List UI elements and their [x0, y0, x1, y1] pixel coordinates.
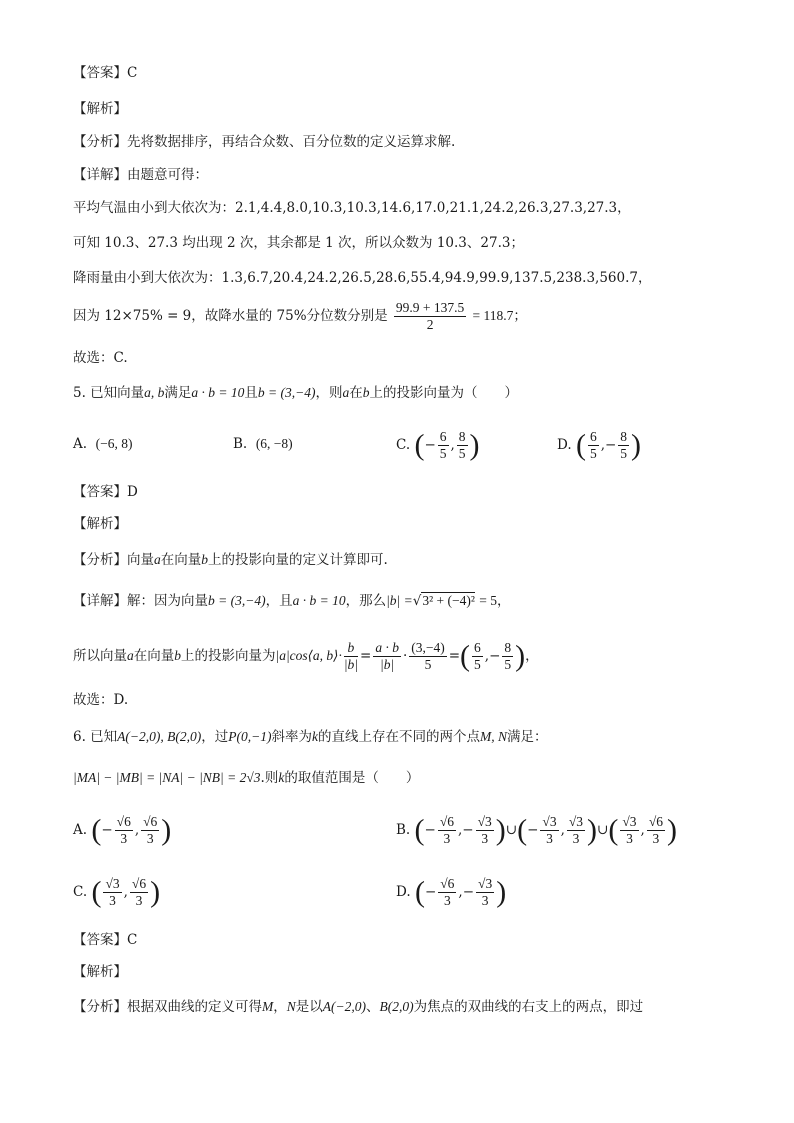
q5-conclusion: 故选：D.	[73, 692, 129, 708]
norm-result: = 5，	[479, 593, 511, 608]
denominator: 3	[443, 893, 451, 908]
denominator: 3	[120, 831, 128, 846]
union-symbol: ∪	[597, 822, 609, 838]
so-end: ，	[525, 648, 539, 664]
detail-text: ，那么	[345, 593, 387, 609]
vector-a: a	[154, 552, 161, 567]
q4-answer-line	[73, 63, 137, 83]
numerator: √6	[648, 814, 663, 829]
vector-b: b	[201, 552, 208, 567]
vector-over-five-fraction	[409, 640, 446, 673]
vector-b: b	[174, 648, 181, 663]
fenxi-text: 、	[366, 999, 380, 1015]
q6-stem-line-1	[73, 727, 548, 747]
q6-k: k	[278, 770, 285, 785]
percentile-pre: 因为 12×75% = 9，故降水量的 75%分位数分别是	[73, 308, 388, 324]
denominator: |b|	[380, 657, 395, 672]
numerator: √3	[105, 876, 120, 891]
denominator: 5	[439, 446, 447, 461]
q6-point-p: P(0,−1)	[228, 729, 272, 744]
unit-vector-fraction	[344, 640, 358, 673]
fenxi-label: 【分析】	[73, 999, 127, 1015]
denominator: 3	[135, 893, 143, 908]
detail-label: 【详解】	[73, 593, 127, 609]
option-label: D.	[396, 884, 411, 900]
q6-fenxi-line	[73, 997, 643, 1017]
percentile-fraction	[394, 300, 466, 333]
sqrt-expression: 3² + (−4)²	[422, 593, 475, 608]
q6-k: k	[312, 729, 318, 744]
denominator: 3	[481, 893, 489, 908]
union-symbol: ∪	[505, 822, 518, 838]
focus-a: A(−2,0)	[322, 999, 366, 1014]
dot-over-norm-fraction	[373, 640, 401, 673]
numerator: 8	[620, 429, 628, 444]
q5-stem-and: 且	[244, 385, 258, 401]
numerator: a · b	[375, 640, 399, 655]
fenxi-text: 向量	[127, 552, 154, 568]
vector-b-value: b = (3,−4)	[208, 593, 266, 608]
q5-stem-dot: a · b = 10	[191, 385, 245, 400]
q5-stem-post: ，则	[315, 385, 343, 401]
numerator: √6	[131, 876, 147, 891]
q5-stem-on: 在	[349, 385, 363, 401]
option-label: D.	[557, 437, 572, 453]
q5-stem-b: b = (3,−4)	[257, 385, 316, 400]
vector-a: a	[127, 648, 134, 663]
q6-answer-line	[73, 930, 137, 950]
denominator: 3	[443, 831, 451, 846]
q6-stem-text: 6. 已知	[73, 729, 118, 745]
numerator: 8	[504, 640, 512, 655]
q6-stem-line-2	[73, 768, 419, 788]
focus-b: B(2,0)	[379, 999, 414, 1014]
point-n: N	[286, 999, 296, 1014]
numerator: b	[344, 640, 358, 657]
denominator: 3	[626, 831, 633, 846]
denominator: |b|	[343, 657, 359, 672]
q4-fenxi-line	[73, 132, 455, 152]
numerator: (3,−4)	[411, 640, 445, 655]
denominator: 3	[572, 831, 580, 846]
numerator: √3	[478, 876, 493, 891]
q6-stem-text: 斜率为	[271, 729, 312, 745]
projection-expression: |a|cos⟨a, b⟩·	[275, 648, 342, 663]
denominator: 3	[652, 831, 660, 846]
fraction-denominator: 2	[426, 317, 434, 332]
q5-detail-line: 【详解】解：因为向量b = (3,−4)，且a · b = 10，那么|b| =√3² + (−4)² = 5，	[73, 593, 511, 609]
q4-percentile-line	[73, 300, 527, 333]
option-value: (−6, 8)	[95, 436, 133, 451]
q4-conclusion: 故选：C.	[73, 350, 128, 366]
numerator: 6	[439, 429, 447, 444]
q5-projection-line: 所以向量a在向量b上的投影向量为|a|cos⟨a, b⟩· $\frac{b}{|b|}$ = $\frac{a \cdot b}{|b|}$ · $\frac{(3,-4)}{5}$ =( $\frac{6}{5}$ ,− $\frac{8}{5}$ )，	[73, 639, 539, 673]
q6-option-c[interactable]: C. ( $\frac{√3}{3}$ , $\frac{√6}{3}$ )	[73, 875, 161, 909]
option-label: C.	[396, 437, 411, 453]
fenxi-text: 上的投影向量的定义计算即可.	[208, 552, 388, 568]
q6-condition: |MA| − |MB| = |NA| − |NB| = 2√3	[73, 770, 261, 785]
numerator: 6	[474, 640, 481, 655]
numerator: 6	[589, 429, 597, 444]
q5-stem	[73, 383, 518, 403]
option-label: A.	[73, 436, 88, 452]
option-value: (6, −8)	[255, 436, 293, 451]
q4-mode-statement: 可知 10.3、27.3 均出现 2 次，其余都是 1 次，所以众数为 10.3、27.3；	[73, 235, 524, 251]
denominator: 5	[458, 446, 466, 461]
q6-analysis-heading: 【解析】	[73, 964, 127, 980]
q5-stem-pre: 5. 已知向量	[73, 385, 145, 401]
numerator: √6	[116, 814, 131, 829]
denominator: 5	[424, 657, 432, 672]
detail-text: ，且	[265, 593, 293, 609]
answer-label: 【答案】	[73, 932, 127, 948]
q6-option-b[interactable]: B. (− $\frac{√6}{3}$ ,− $\frac{√3}{3}$ )∪(− $\frac{√3}{3}$ , $\frac{√3}{3}$ )∪( $\frac{√3}{3}$ , $\frac{√6}{3}$ )	[396, 813, 677, 847]
q5-stem-a: a	[342, 385, 350, 400]
q6-stem-text: 的取值范围是（ ）	[284, 770, 420, 786]
answer-value: C	[127, 932, 138, 948]
option-label: A.	[73, 822, 88, 838]
numerator: √6	[143, 814, 158, 829]
detail-text: 解：因为向量	[127, 593, 208, 609]
numerator: √3	[542, 814, 557, 829]
fenxi-text: 是以	[295, 999, 323, 1015]
q4-analysis-heading: 【解析】	[73, 101, 127, 117]
denominator: 5	[504, 657, 512, 672]
q5-stem-b2: b	[362, 385, 370, 400]
q4-temperature-sorted: 平均气温由小到大依次为：2.1,4.4,8.0,10.3,10.3,14.6,17.0,21.1,24.2,26.3,27.3,27.3，	[73, 200, 631, 216]
answer-value: C	[127, 65, 138, 81]
fenxi-text: 根据双曲线的定义可得	[127, 999, 262, 1015]
q6-stem-text: .则	[260, 770, 279, 786]
q6-stem-text: ，过	[201, 729, 229, 745]
numerator: √3	[568, 814, 584, 829]
q5-option-a[interactable]	[73, 434, 133, 454]
denominator: 5	[589, 446, 597, 461]
option-label: B.	[396, 822, 411, 838]
q5-option-d[interactable]: D. ( $\frac{6}{5}$ ,− $\frac{8}{5}$ )	[557, 428, 642, 462]
q4-detail-line	[73, 165, 208, 185]
q5-option-c[interactable]: C. (− $\frac{6}{5}$ , $\frac{8}{5}$ )	[396, 428, 480, 462]
denominator: 3	[481, 831, 489, 846]
denominator: 3	[146, 831, 154, 846]
denominator: 5	[620, 446, 628, 461]
percentile-result: = 118.7；	[472, 308, 527, 323]
q5-stem-end: 上的投影向量为（ ）	[369, 385, 519, 401]
fenxi-text: 在向量	[160, 552, 202, 568]
fenxi-label: 【分析】	[73, 134, 127, 150]
denominator: 3	[546, 831, 553, 846]
dot-product: a · b = 10	[292, 593, 346, 608]
q6-option-a[interactable]: A. (− $\frac{√6}{3}$ , $\frac{√6}{3}$ )	[73, 813, 172, 847]
denominator: 5	[474, 657, 481, 672]
numerator: √6	[440, 876, 455, 891]
q4-rainfall-sorted: 降雨量由小到大依次为：1.3,6.7,20.4,24.2,26.5,28.6,55.4,94.9,99.9,137.5,238.3,560.7，	[73, 270, 652, 286]
q5-option-b[interactable]	[233, 434, 293, 454]
numerator: √3	[477, 814, 492, 829]
option-label: C.	[73, 884, 88, 900]
so-text: 上的投影向量为	[181, 648, 276, 664]
q6-points: A(−2,0), B(2,0)	[117, 729, 202, 744]
numerator: √6	[439, 814, 454, 829]
fraction-numerator: 99.9 + 137.5	[395, 300, 465, 315]
q5-stem-mid: 满足	[164, 385, 192, 401]
q6-mn: M, N	[480, 729, 507, 744]
q6-stem-text: 满足：	[507, 729, 548, 745]
numerator: 8	[458, 429, 466, 444]
answer-label: 【答案】	[73, 65, 127, 81]
q6-option-d[interactable]: D. (− $\frac{√6}{3}$ ,− $\frac{√3}{3}$ )	[396, 875, 507, 909]
denominator: 3	[109, 893, 116, 908]
numerator: √3	[622, 814, 637, 829]
so-text: 所以向量	[73, 648, 127, 664]
q5-analysis-heading: 【解析】	[73, 516, 127, 532]
option-label: B.	[233, 436, 248, 452]
answer-label: 【答案】	[73, 484, 127, 500]
detail-text: 由题意可得：	[127, 167, 208, 183]
fenxi-text: 为焦点的双曲线的右支上的两点，即过	[413, 999, 644, 1015]
q5-stem-vars: a, b	[144, 385, 165, 400]
point-m: M	[262, 999, 274, 1014]
q6-stem-text: 的直线上存在不同的两个点	[318, 729, 480, 745]
fenxi-text: 先将数据排序，再结合众数、百分位数的定义运算求解.	[127, 134, 456, 150]
detail-label: 【详解】	[73, 167, 127, 183]
vector-norm: |b| =	[386, 593, 413, 608]
answer-value: D	[127, 484, 138, 500]
q5-fenxi-line	[73, 550, 388, 570]
so-text: 在向量	[133, 648, 175, 664]
fenxi-label: 【分析】	[73, 552, 127, 568]
q5-answer-line	[73, 482, 138, 502]
fenxi-text: ，	[273, 999, 287, 1015]
